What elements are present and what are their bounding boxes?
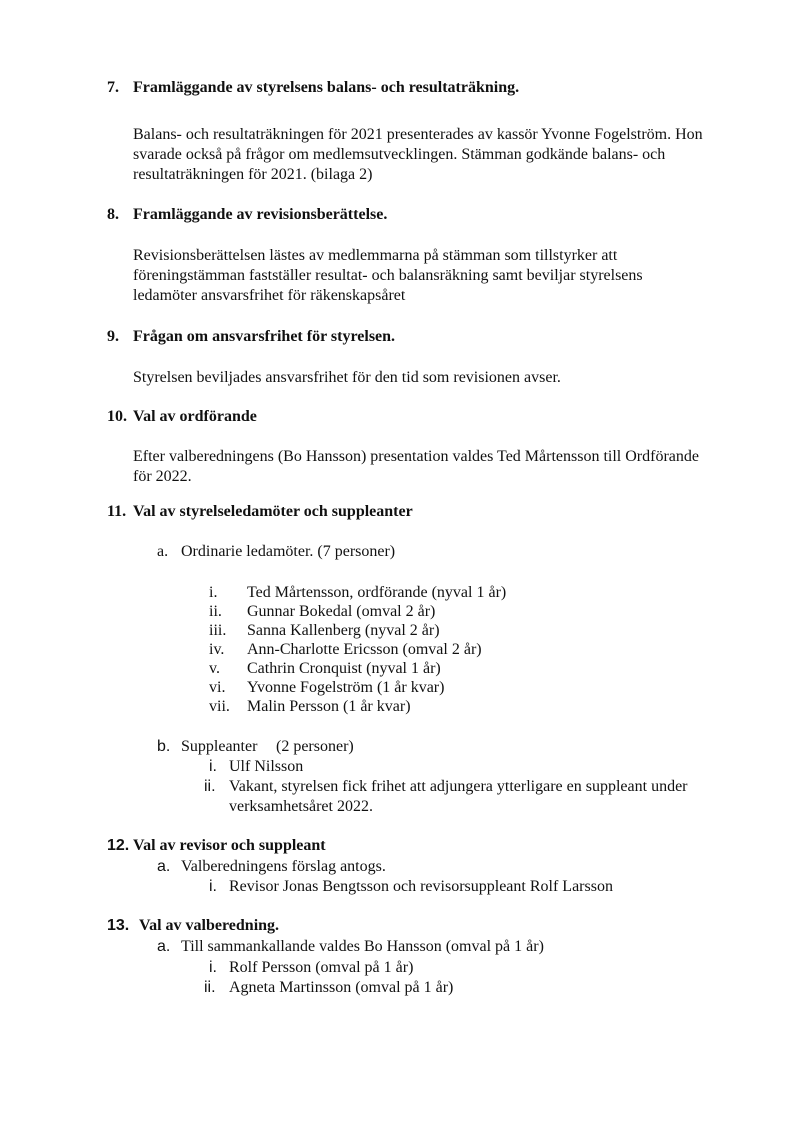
section-10-title: Val av ordförande (133, 408, 257, 425)
list-marker: a. (157, 543, 169, 560)
list-item-text: Ulf Nilsson (229, 758, 304, 775)
list-marker: vi. (209, 679, 226, 696)
list-item-text: Malin Persson (1 år kvar) (247, 698, 411, 715)
list-item-text: Rolf Persson (omval på 1 år) (229, 959, 414, 976)
section-7-heading (107, 79, 119, 97)
list-item-text: Valberedningens förslag antogs. (181, 858, 386, 875)
list-marker: i. (209, 758, 217, 775)
list-marker: ii. (204, 979, 216, 996)
section-12-title: Val av revisor och suppleant (133, 837, 326, 854)
paragraph-line: för 2022. (133, 468, 192, 485)
paragraph-line: Balans- och resultaträkningen för 2021 presenterades av kassör Yvonne Fogelström. Hon (133, 126, 703, 143)
list-marker: b. (157, 738, 171, 755)
section-13-title: Val av valberedning. (139, 917, 280, 934)
list-marker: v. (209, 660, 220, 677)
list-marker: a. (157, 858, 171, 875)
paragraph-line: föreningstämman fastställer resultat- och balansräkning samt beviljar styrelsens (133, 267, 643, 284)
list-item-text-continued: verksamhetsåret 2022. (229, 798, 373, 815)
section-number: 8. (107, 206, 119, 223)
paragraph-line: Revisionsberättelsen lästes av medlemmarna på stämman som tillstyrker att (133, 247, 618, 264)
list-marker: ii. (204, 778, 216, 795)
section-number: 7. (107, 79, 119, 96)
list-item-text: Ordinarie ledamöter. (7 personer) (181, 543, 396, 560)
section-7-title: Framläggande av styrelsens balans- och resultaträkning. (133, 79, 520, 96)
paragraph-line: ledamöter ansvarsfrihet för räkenskapsåret (133, 287, 406, 304)
section-number: 13. (107, 917, 130, 934)
section-9-title: Frågan om ansvarsfrihet för styrelsen. (133, 328, 396, 345)
list-marker: i. (209, 959, 217, 976)
list-marker: i. (209, 584, 218, 601)
paragraph-line: Styrelsen beviljades ansvarsfrihet för den tid som revisionen avser. (133, 369, 561, 386)
list-item-text: Cathrin Cronquist (nyval 1 år) (247, 660, 441, 677)
list-item-text: Till sammankallande valdes Bo Hansson (omval på 1 år) (181, 938, 544, 955)
list-item-text: Gunnar Bokedal (omval 2 år) (247, 603, 436, 620)
section-11-title: Val av styrelseledamöter och suppleanter (133, 503, 413, 520)
list-marker: iv. (209, 641, 225, 658)
list-item-text: Suppleanter (181, 738, 258, 755)
list-item-text: Yvonne Fogelström (1 år kvar) (247, 679, 445, 696)
paragraph-line: Efter valberedningens (Bo Hansson) presentation valdes Ted Mårtensson till Ordförande (133, 448, 699, 465)
list-item-text: Agneta Martinsson (omval på 1 år) (229, 979, 454, 996)
section-number: 11. (107, 503, 127, 520)
section-number: 10. (107, 408, 127, 425)
section-number: 12. (107, 837, 130, 854)
paragraph-line: resultaträkningen för 2021. (bilaga 2) (133, 166, 373, 183)
list-item-text: Revisor Jonas Bengtsson och revisorsuppleant Rolf Larsson (229, 878, 613, 895)
list-marker: ii. (209, 603, 222, 620)
section-8-title: Framläggande av revisionsberättelse. (133, 206, 388, 223)
list-marker: vii. (209, 698, 230, 715)
list-item-count: (2 personer) (276, 738, 354, 755)
section-number: 9. (107, 328, 119, 345)
paragraph-line: svarade också på frågor om medlemsutvecklingen. Stämman godkände balans- och (133, 146, 666, 163)
list-marker: a. (157, 938, 171, 955)
list-item-text: Sanna Kallenberg (nyval 2 år) (247, 622, 440, 639)
list-marker: iii. (209, 622, 227, 639)
list-item-text: Vakant, styrelsen fick frihet att adjungera ytterligare en suppleant under (229, 778, 688, 795)
list-item-text: Ann-Charlotte Ericsson (omval 2 år) (247, 641, 482, 658)
list-item-text: Ted Mårtensson, ordförande (nyval 1 år) (247, 584, 507, 601)
list-marker: i. (209, 878, 217, 895)
